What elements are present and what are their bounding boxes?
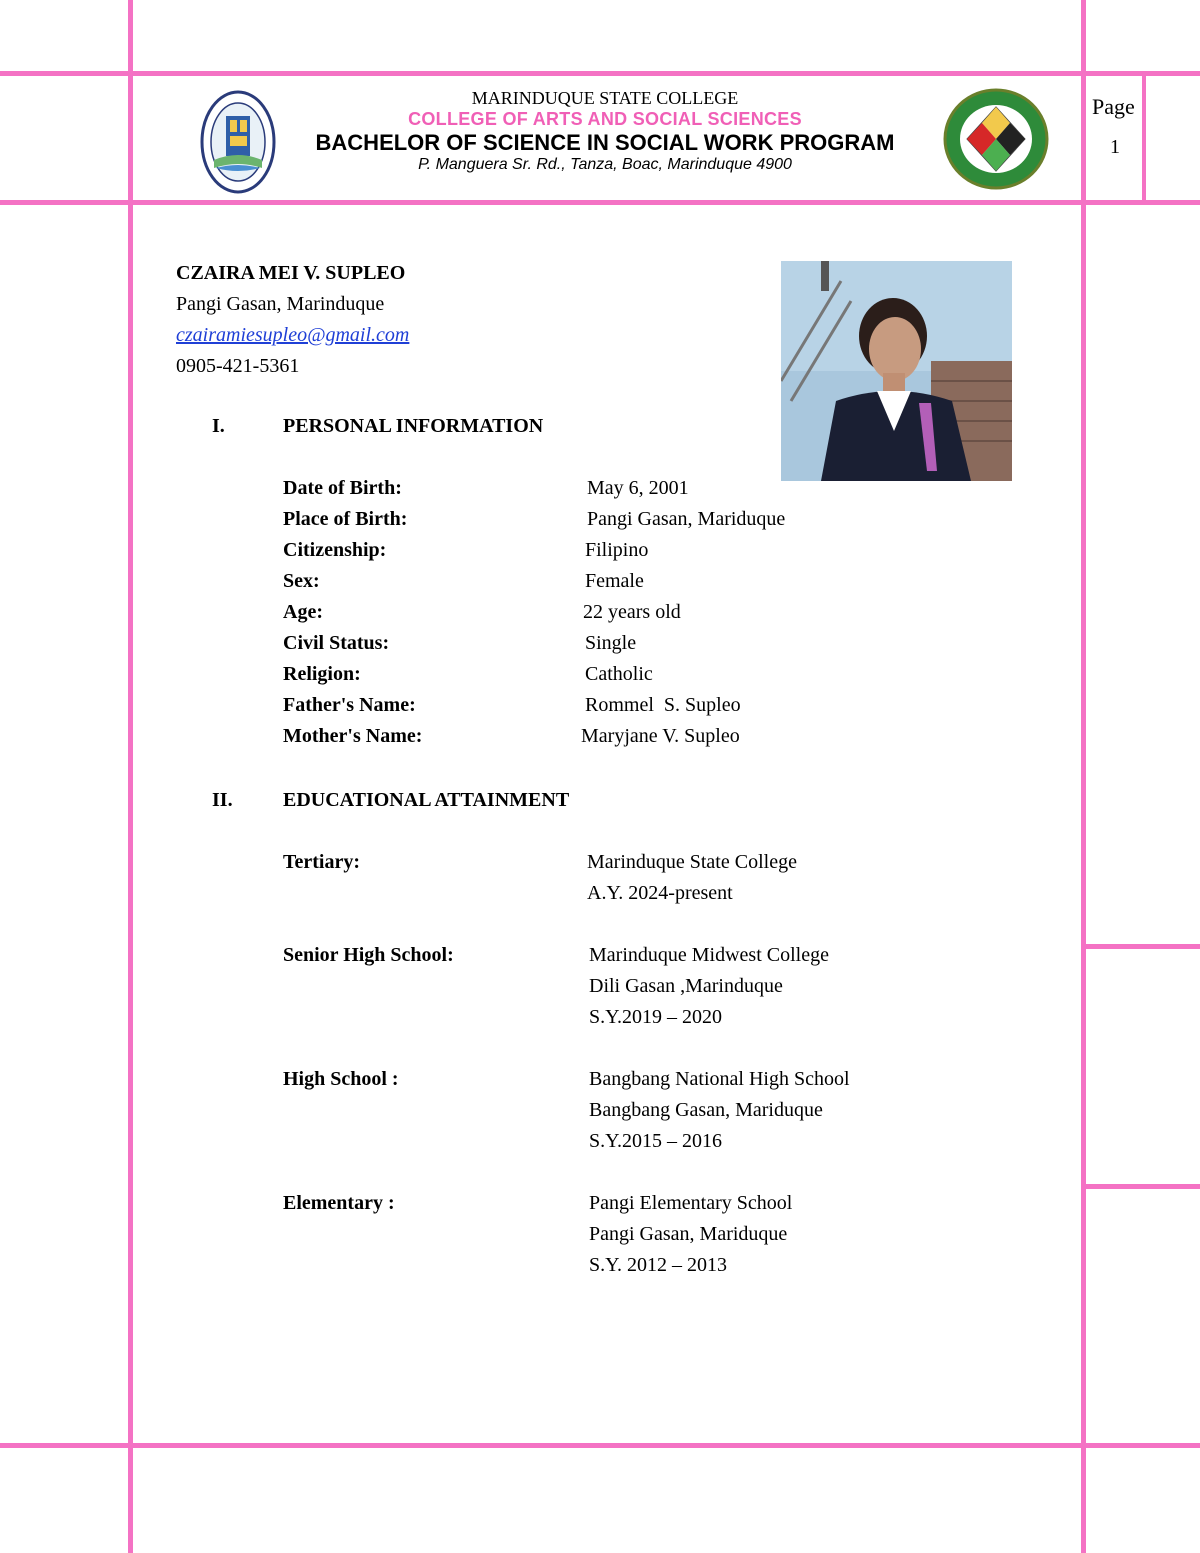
label-age: Age: bbox=[283, 601, 323, 623]
frame-right-line bbox=[1081, 0, 1086, 1553]
frame-bottom-line bbox=[0, 1443, 1200, 1448]
high-school-year: S.Y.2015 – 2016 bbox=[589, 1130, 722, 1152]
page-number: 1 bbox=[1110, 136, 1120, 158]
high-school-address: Bangbang Gasan, Mariduque bbox=[589, 1099, 823, 1121]
frame-left-line bbox=[128, 0, 133, 1553]
value-date-of-birth: May 6, 2001 bbox=[587, 477, 689, 499]
elementary-address: Pangi Gasan, Mariduque bbox=[589, 1223, 788, 1245]
label-tertiary: Tertiary: bbox=[283, 851, 361, 873]
college-name: MARINDUQUE STATE COLLEGE bbox=[471, 88, 739, 108]
label-fathers-name: Father's Name: bbox=[283, 694, 416, 716]
value-religion: Catholic bbox=[585, 663, 653, 685]
section-number-education: II. bbox=[212, 789, 233, 811]
contact-block bbox=[176, 258, 409, 382]
elementary-year: S.Y. 2012 – 2013 bbox=[589, 1254, 727, 1276]
value-fathers-name: Rommel S. Supleo bbox=[585, 694, 741, 716]
applicant-address: Pangi Gasan, Marinduque bbox=[176, 293, 385, 315]
section-title-education: EDUCATIONAL ATTAINMENT bbox=[283, 789, 570, 811]
label-date-of-birth: Date of Birth: bbox=[283, 477, 402, 499]
high-school-name: Bangbang National High School bbox=[589, 1068, 850, 1090]
frame-header-bottom-line bbox=[0, 200, 1200, 205]
frame-side-line-2 bbox=[1081, 1184, 1200, 1189]
label-elementary: Elementary : bbox=[283, 1192, 395, 1214]
cass-logo bbox=[943, 88, 1049, 190]
letterhead bbox=[290, 88, 920, 174]
label-high-school: High School : bbox=[283, 1068, 399, 1090]
value-sex: Female bbox=[585, 570, 644, 592]
email-link[interactable]: czairamiesupleo@gmail.com bbox=[176, 324, 410, 346]
applicant-name: CZAIRA MEI V. SUPLEO bbox=[176, 262, 406, 284]
label-sex: Sex: bbox=[283, 570, 320, 592]
value-citizenship: Filipino bbox=[585, 539, 649, 561]
program-name: BACHELOR OF SCIENCE IN SOCIAL WORK PROGRAM bbox=[315, 130, 895, 155]
value-age: 22 years old bbox=[583, 601, 681, 623]
frame-side-line-1 bbox=[1081, 944, 1200, 949]
college-address: P. Manguera Sr. Rd., Tanza, Boac, Marinduque 4900 bbox=[418, 156, 792, 173]
senior-high-year: S.Y.2019 – 2020 bbox=[589, 1006, 722, 1028]
value-civil-status: Single bbox=[585, 632, 637, 654]
label-senior-high: Senior High School: bbox=[283, 944, 454, 966]
value-mothers-name: Maryjane V. Supleo bbox=[581, 725, 740, 747]
tertiary-year: A.Y. 2024-present bbox=[587, 882, 733, 904]
senior-high-school: Marinduque Midwest College bbox=[589, 944, 829, 966]
label-civil-status: Civil Status: bbox=[283, 632, 390, 654]
section-number-personal: I. bbox=[212, 415, 225, 437]
elementary-school: Pangi Elementary School bbox=[589, 1192, 793, 1214]
section-title-personal: PERSONAL INFORMATION bbox=[283, 415, 544, 437]
msc-seal-logo bbox=[200, 90, 276, 194]
tertiary-school: Marinduque State College bbox=[587, 851, 797, 873]
frame-top-line bbox=[0, 71, 1200, 76]
label-place-of-birth: Place of Birth: bbox=[283, 508, 408, 530]
page-label: Page bbox=[1092, 94, 1135, 119]
senior-high-address: Dili Gasan ,Marinduque bbox=[589, 975, 783, 997]
label-citizenship: Citizenship: bbox=[283, 539, 387, 561]
applicant-phone: 0905-421-5361 bbox=[176, 355, 300, 377]
page-box-right-line bbox=[1142, 72, 1146, 200]
label-mothers-name: Mother's Name: bbox=[283, 725, 423, 747]
label-religion: Religion: bbox=[283, 663, 361, 685]
value-place-of-birth: Pangi Gasan, Mariduque bbox=[587, 508, 786, 530]
department-name: COLLEGE OF ARTS AND SOCIAL SCIENCES bbox=[408, 109, 802, 129]
applicant-photo bbox=[781, 261, 1012, 481]
